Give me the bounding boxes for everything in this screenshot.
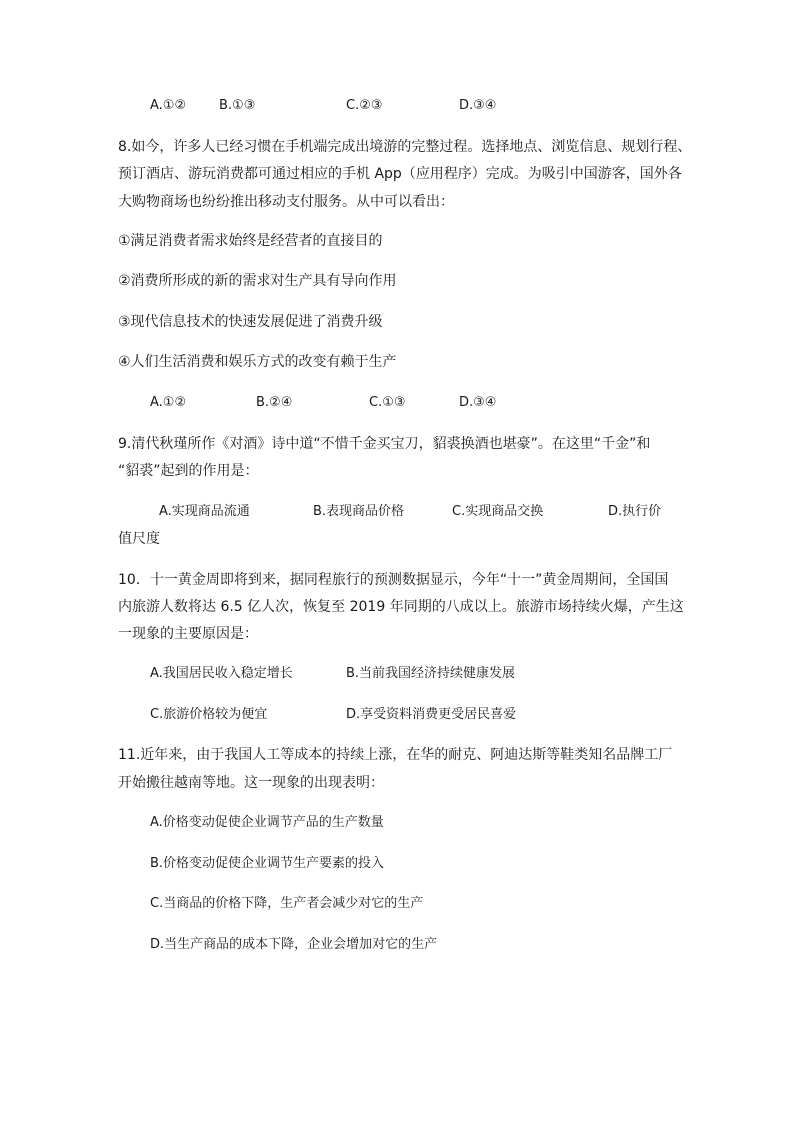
q8-item-3: ③现代信息技术的快速发展促进了消费升级 xyxy=(118,314,383,330)
q7-option-a: A.①② xyxy=(150,98,187,113)
q10-option-c: C.旅游价格较为便宜 xyxy=(150,707,268,722)
q8-item-2: ②消费所形成的新的需求对生产具有导向作用 xyxy=(118,273,397,289)
q9-option-c: C.实现商品交换 xyxy=(452,504,544,519)
q7-option-b: B.①③ xyxy=(219,98,256,113)
q9-option-a: A.实现商品流通 xyxy=(159,504,250,519)
q8-option-a: A.①② xyxy=(150,395,187,410)
q10-option-b: B.当前我国经济持续健康发展 xyxy=(346,666,516,681)
q8-option-d: D.③④ xyxy=(459,395,497,410)
q8-item-1: ①满足消费者需求始终是经营者的直接目的 xyxy=(118,233,383,249)
q8-item-4: ④人们生活消费和娱乐方式的改变有赖于生产 xyxy=(118,354,397,370)
q9-stem-line: “貂裘”起到的作用是： xyxy=(118,463,259,479)
q11-stem-line: 11.近年来，由于我国人工等成本的持续上涨，在华的耐克、阿迪达斯等鞋类知名品牌工厂 xyxy=(118,747,673,763)
q11-option-a: A.价格变动促使企业调节产品的生产数量 xyxy=(150,815,384,830)
q9-option-d: D.执行价 xyxy=(608,504,662,519)
q9-stem-line: 9.清代秋瑾所作《对酒》诗中道“不惜千金买宝刀，貂裘换酒也堪豪”。在这里“千金”和 xyxy=(118,436,651,452)
q8-stem-line: 8.如今，许多人已经习惯在手机端完成出境游的完整过程。选择地点、浏览信息、规划行程、 xyxy=(118,139,692,155)
q11-stem-line: 开始搬往越南等地。这一现象的出现表明： xyxy=(118,775,384,791)
q10-option-a: A.我国居民收入稳定增长 xyxy=(150,666,293,681)
q8-stem-line: 预订酒店、游玩消费都可通过相应的手机 App（应用程序）完成。为吸引中国游客，国外各 xyxy=(118,166,682,182)
q10-stem-line: 内旅游人数将达 6.5 亿人次，恢复至 2019 年同期的八成以上。旅游市场持续火爆，产生这 xyxy=(118,599,684,615)
q9-option-d-wrap: 值尺度 xyxy=(118,531,160,547)
q7-option-c: C.②③ xyxy=(346,98,383,113)
q11-option-b: B.价格变动促使企业调节生产要素的投入 xyxy=(150,856,385,871)
q8-option-b: B.②④ xyxy=(256,395,293,410)
q8-option-c: C.①③ xyxy=(369,395,406,410)
q9-option-b: B.表现商品价格 xyxy=(313,504,405,519)
q10-stem-line: 10．十一黄金周即将到来，据同程旅行的预测数据显示，今年“十一”黄金周期间，全国国 xyxy=(118,572,669,588)
q10-stem-line: 一现象的主要原因是： xyxy=(118,626,258,642)
q8-stem-line: 大购物商场也纷纷推出移动支付服务。从中可以看出： xyxy=(118,194,454,210)
q11-option-c: C.当商品的价格下降，生产者会减少对它的生产 xyxy=(150,896,424,911)
q11-option-d: D.当生产商品的成本下降，企业会增加对它的生产 xyxy=(150,937,438,952)
q7-option-d: D.③④ xyxy=(459,98,497,113)
q10-option-d: D.享受资料消费更受居民喜爱 xyxy=(346,707,517,722)
